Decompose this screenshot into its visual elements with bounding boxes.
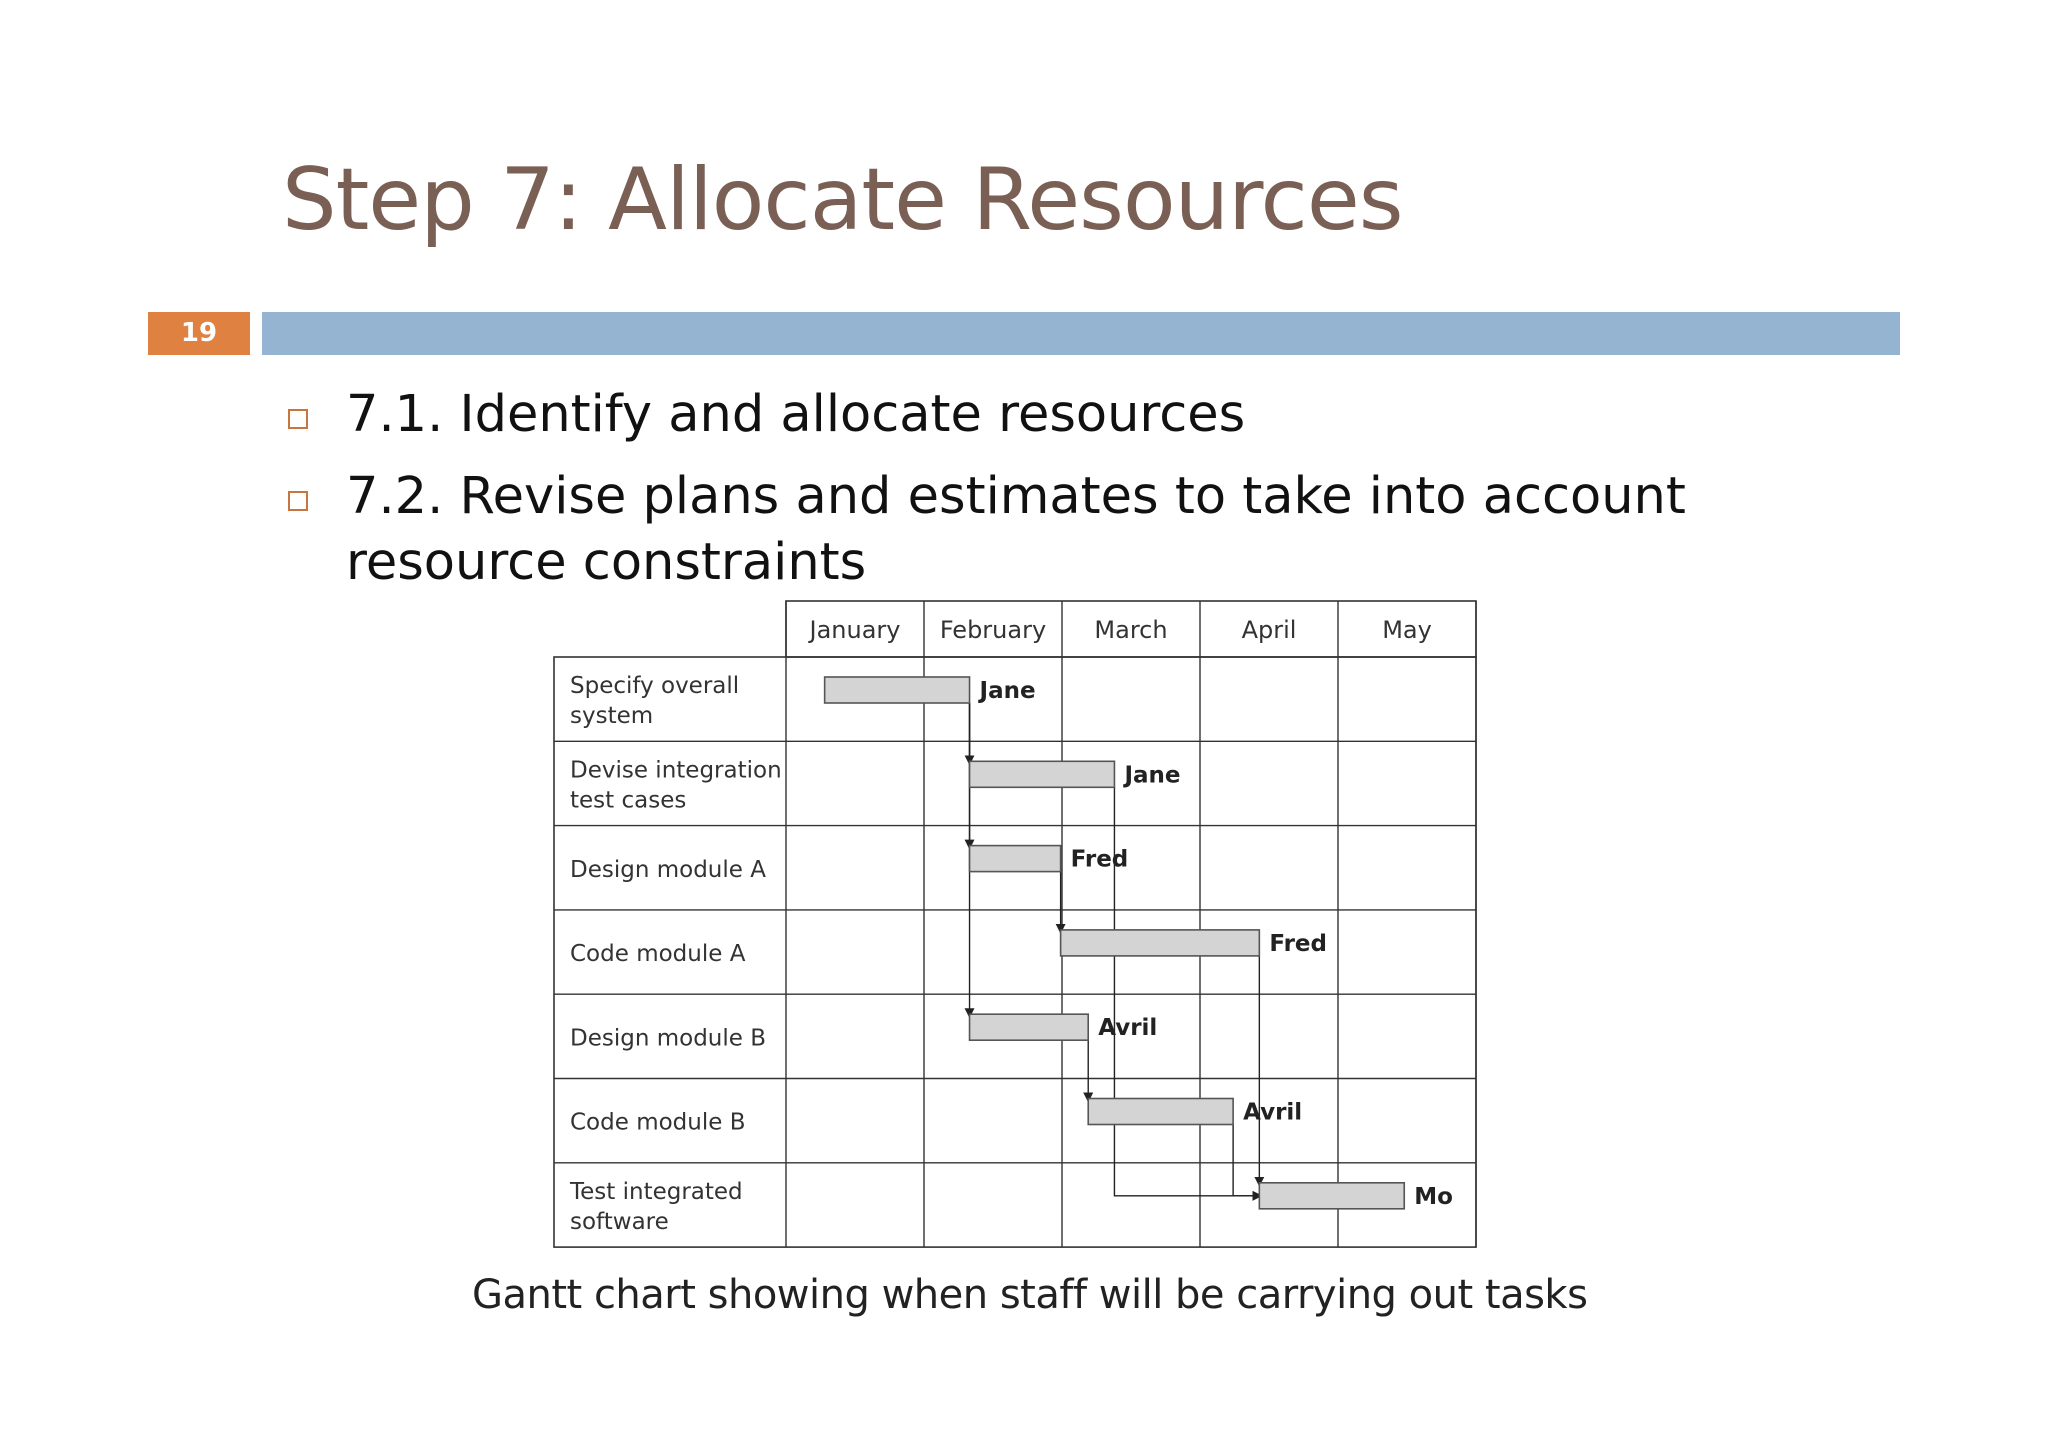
task-label: Specify overall [570,673,740,700]
resource-label: Jane [979,678,1036,704]
resource-label: Avril [1098,1015,1158,1042]
task-bar [970,761,1115,787]
task-label: Design module B [570,1025,767,1052]
task-label: Devise integration [570,757,782,784]
task-label: test cases [570,787,687,814]
bullet-text-1: 7.1. Identify and allocate resources [346,385,1246,444]
bullet-text-2-line2: resource constraints [346,533,867,592]
resource-label: Fred [1269,930,1327,957]
task-label: Code module B [570,1109,746,1136]
resource-label: Fred [1070,846,1129,873]
task-label: Code module A [570,941,746,968]
task-bar [1061,930,1260,956]
bullet-text-2-line1: 7.2. Revise plans and estimates to take into account [346,467,1686,526]
slide-title: Step 7: Allocate Resources [282,150,1403,250]
task-label: system [570,703,654,730]
task-label: Test integrated [570,1178,743,1205]
task-bar [825,677,970,703]
month-label: April [1241,616,1297,644]
task-bar [970,1014,1089,1040]
task-bar [970,846,1061,872]
task-bar [1259,1183,1404,1209]
resource-label: Jane [1124,762,1181,789]
month-label: March [1094,616,1168,644]
task-label: software [570,1208,669,1235]
task-bar [1088,1099,1233,1125]
month-label: January [809,616,901,644]
resource-label: Avril [1243,1099,1303,1126]
task-label: Design module A [570,856,766,883]
month-label: May [1382,616,1432,644]
slide-number-badge: 19 [148,312,250,355]
dependency-arrow [1114,787,1257,1196]
chart-caption: Gantt chart showing when staff will be carrying out tasks [472,1272,1588,1318]
resource-label: Mo [1414,1183,1453,1210]
dependency-arrow [1233,1125,1257,1196]
month-label: February [939,616,1047,644]
